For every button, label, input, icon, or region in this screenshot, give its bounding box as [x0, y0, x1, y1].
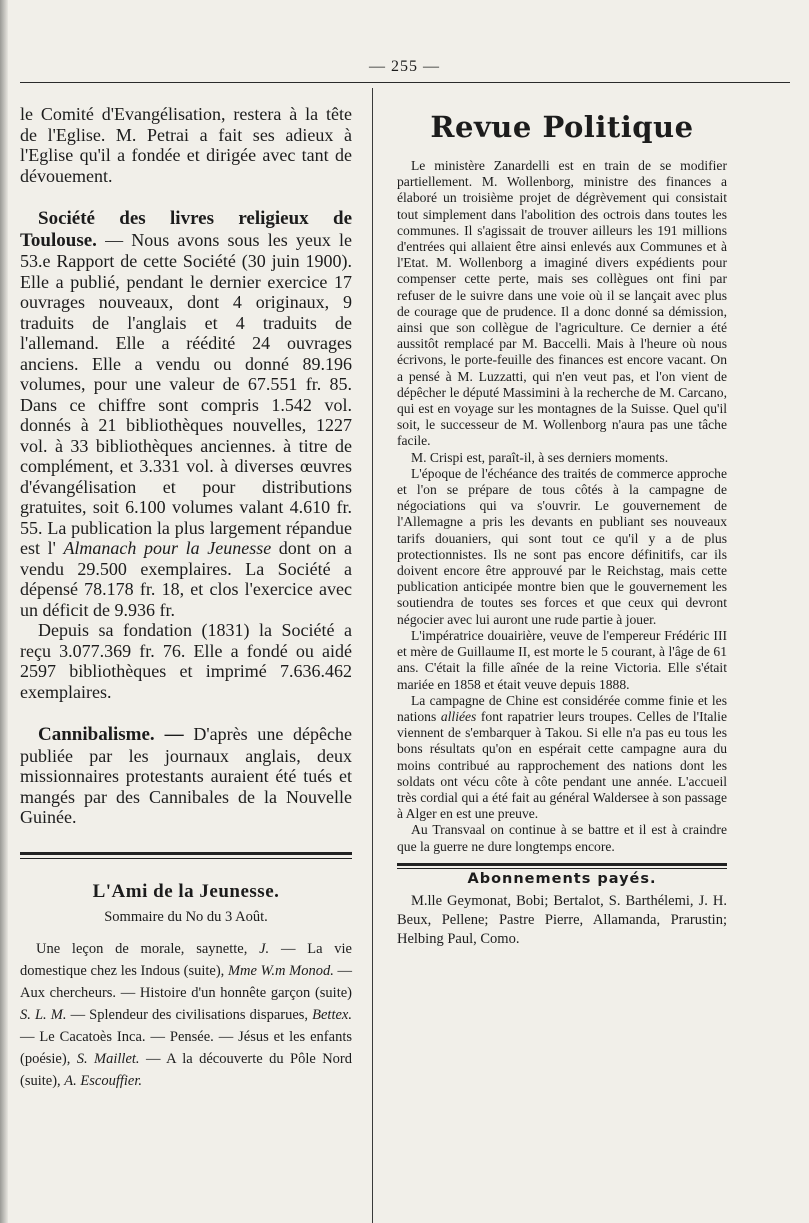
imperatrice-paragraph: L'impératrice douairière, veuve de l'empereur Frédéric III et mère de Guillaume II, est morte le 5 courant, à l'âge de 61 ans. C'était la fille aînée de la reine Victoria. Elle s'était mariée en 1858 et était veuve depuis 1888.: [397, 627, 727, 692]
ami-item: — Aux chercheurs. — Histoire d'un honnête garçon (suite): [20, 962, 352, 1001]
ami-subtitle: Sommaire du No du 3 Août.: [104, 908, 268, 925]
ami-author: J.: [259, 940, 270, 957]
abonnements-list: M.lle Geymonat, Bobi; Bertalot, S. Barthélemi, J. H. Beux, Pellene; Pastre Pierre, Allamanda, Prarustin; Helbing Paul, Como.: [397, 892, 727, 947]
ami-summary: [20, 938, 352, 1092]
column-divider: [372, 88, 373, 1223]
fondation-paragraph: Depuis sa fondation (1831) la Société a reçu 3.077.369 fr. 76. Elle a fondé ou aidé 2597 bibliothèques et imprimé 7.636.462 exemplaires.: [20, 620, 352, 702]
left-column: [20, 104, 352, 1106]
ami-item: — La vie domestique chez les Indous (suite),: [20, 940, 352, 979]
traites-paragraph: L'époque de l'échéance des traités de commerce approche et l'on se prépare de tous côtés à la campagne de négociations qui va s'ouvrir. Le gouvernement de l'Allemagne a pris les devants en publiant ses nouveaux tarifs douaniers, qui sont tout ce qu'il y a de plus protectionnistes. Ils ne sont pas encore définitifs, car ils doivent encore être approuvé par le Reichstag, mais cette publication anticipée montre bien que le gouvernement les soutiendra de toutes ses forces et que ceux qui devront négocier avec lui auront une rude partie à jouer.: [397, 465, 727, 627]
right-column: [397, 104, 727, 963]
zanardelli-paragraph: Le ministère Zanardelli est en train de se modifier partiellement. M. Wollenborg, ministre des finances a élaboré un troisième projet de dégrèvement qui consistait tout simplement dans l'abolition des octrois dans toutes les communes. Il s'agissait de trouver ailleurs les 191 millions d'entrées qui allaient être ainsi enlevés aux Communes et à l'Etat. M. Wollenborg a imaginé divers expédients pour compenser cette perte, mais ses collègues ont fini par refuser de le suivre dans une voie où il se lançait avec plus de courage que de prudence. Il a donc donné sa démission, ainsi que son collègue de l'agriculture. Ce dernier a été aussitôt remplacé par M. Baccelli. Mais à l'heure où nous écrivons, le porte-feuille des finances est encore vacant. On a pensé à M. Luzzatti, qui n'en veut pas, et l'on vient de dépêcher le député Massimini à la recherche de M. Carcano, qui est en voyage sur les montagnes de la Suisse. Quel qu'il soit, le successeur de M. Wollenborg n'aura pas une tâche facile.: [397, 158, 727, 449]
chine-text-2: font rapatrier leurs troupes. Celles de l'Italie viennent de s'embarquer à Takou. Si elle n'a pas eu tous les bons résultats qu'on en espérait cette campagne aura du moins contribué au rapprochement des nations dont les soldats ont vécu côte à côte pendant une année. L'accueil très cordial qui a été fait au général Waldersee à son passage à Alger en est une preuve.: [397, 708, 727, 822]
revue-title: Revue Politique: [430, 110, 694, 144]
ami-item: — A la découverte du Pôle Nord (suite),: [20, 1050, 353, 1089]
comite-paragraph: le Comité d'Evangélisation, restera à la tête de l'Eglise. M. Petrai a fait ses adieux à l'Eglise qu'il a fondée et dirigée avec tant de dévouement.: [20, 104, 352, 186]
ami-author: S. Maillet.: [76, 1050, 140, 1067]
societe-paragraph: [20, 208, 352, 620]
abonnements-title: Abonnements payés.: [467, 870, 657, 887]
societe-title: Société des livres religieux de Toulouse.: [20, 208, 352, 251]
ami-item: — Splendeur des civilisations disparues,: [66, 1006, 313, 1023]
chine-text: La campagne de Chine est considérée comme finie et les nations: [397, 692, 727, 724]
societe-body: — Nous avons sous les yeux le 53.e Rapport de cette Société (30 juin 1900). Elle a publié, pendant le dernier exercice 17 ouvrages nouveaux, dont 4 originaux, 9 traduits de l'anglais et 4 traduits de l'allemand. Elle a réédité 24 ouvrages anciens. Elle a vendu ou donné 89.196 volumes, pour une valeur de 67.551 fr. 85. Dans ce chiffre sont compris 1.542 vol. donnés à 21 bibliothèques nouvelles, 1227 vol. à 33 bibliothèques anciennes. à titre de complément, et 3.331 vol. à diverses œuvres d'évangélisation et pour distributions gratuites, soit 6.100 volumes valant 4.610 fr. 55. La publication la plus largement répandue est l': [20, 229, 352, 558]
header-rule: [20, 82, 790, 83]
abonnements-rule: [397, 863, 727, 869]
cannibalisme-body: D'après une dépêche publiée par les journaux anglais, deux missionnaires protestants auraient été tués et mangés par des Cannibales de la Nouvelle Guinée.: [20, 724, 352, 827]
ami-author: Mme W.m Monod.: [227, 962, 334, 979]
scan-edge-shadow: [0, 0, 8, 1223]
ami-title: L'Ami de la Jeunesse.: [92, 880, 280, 902]
ami-author: A. Escouffier.: [64, 1072, 143, 1089]
chine-paragraph: [397, 693, 727, 823]
ami-item: — Le Cacatoès Inca. — Pensée. — Jésus et les enfants (poésie),: [20, 1028, 352, 1067]
cannibalisme-paragraph: [20, 724, 352, 828]
ami-author: S. L. M.: [20, 1006, 67, 1023]
transvaal-paragraph: Au Transvaal on continue à se battre et il est à craindre que la guerre ne dure longtemps encore.: [397, 822, 727, 854]
cannibalisme-title: Cannibalisme. —: [38, 724, 184, 745]
ami-item: Une leçon de morale, saynette,: [36, 940, 260, 957]
page-number: — 255 —: [369, 58, 440, 75]
allies-word: alliées: [440, 708, 477, 724]
section-rule: [20, 852, 352, 859]
almanach-title: Almanach pour la Jeunesse: [63, 538, 272, 558]
crispi-paragraph: M. Crispi est, paraît-il, à ses derniers moments.: [411, 449, 669, 465]
societe-body-2: dont on a vendu 29.500 exemplaires. La Société a dépensé 78.178 fr. 18, et clos l'exercice avec un déficit de 9.936 fr.: [20, 538, 352, 620]
ami-author: Bettex.: [312, 1006, 352, 1023]
